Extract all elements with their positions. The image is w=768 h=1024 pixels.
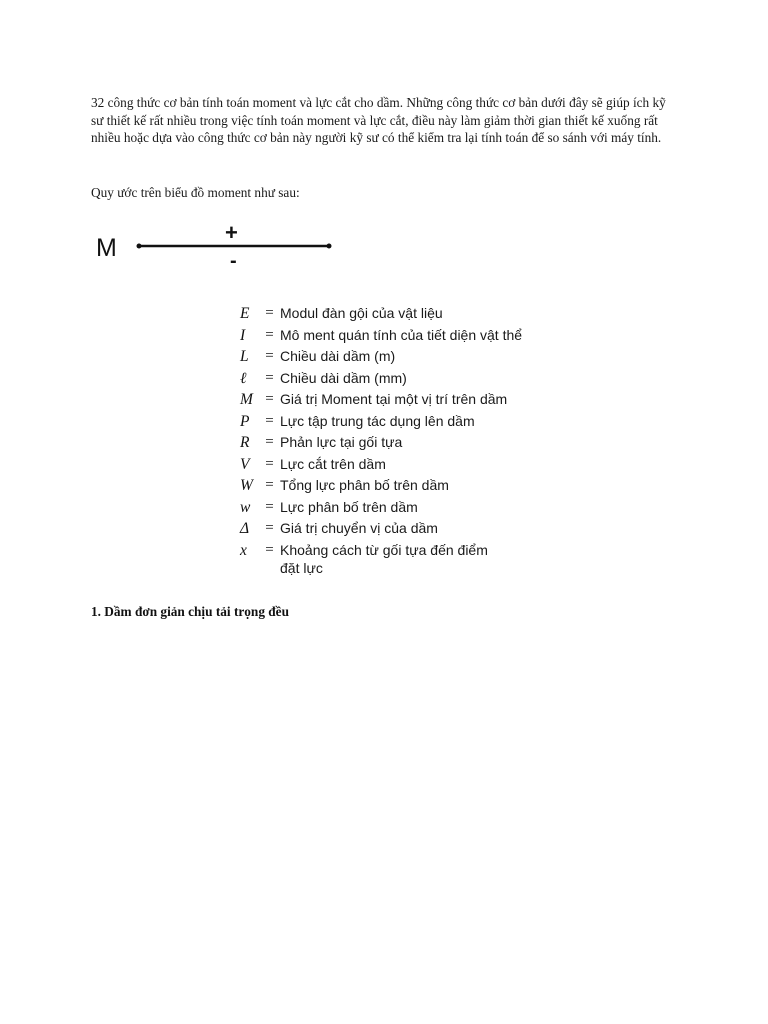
legend-equals: = (265, 520, 274, 536)
legend-equals: = (265, 391, 274, 407)
legend-description: Lực phân bố trên dầm (280, 498, 418, 515)
legend-description: Khoảng cách từ gối tựa đến điểm đặt lực (280, 541, 488, 576)
legend-symbol: Δ (240, 520, 250, 537)
legend-row-w-lower (240, 498, 570, 520)
legend-equals: = (265, 434, 274, 450)
legend-equals: = (265, 477, 274, 493)
legend-row-m (240, 390, 570, 412)
section-heading: 1. Dầm đơn giản chịu tải trọng đều (91, 604, 289, 619)
legend-symbol: ℓ (240, 369, 247, 387)
legend-description: Lực cắt trên dầm (280, 455, 386, 472)
legend-equals: = (265, 305, 274, 321)
legend-equals: = (265, 326, 274, 343)
legend-row-e (240, 304, 570, 326)
beam-right-end-dot (327, 244, 332, 249)
legend-symbol: V (240, 455, 250, 473)
legend-description: Lực tập trung tác dụng lên dầm (280, 412, 475, 429)
beam-axis-line (136, 242, 336, 250)
legend-row-l-lower (240, 369, 570, 391)
intro-paragraph: 32 công thức cơ bản tính toán moment và lực cắt cho dầm. Những công thức cơ bản dưới đây sẽ giúp ích kỹ sư thiết kế rất nhiều trong việc tính toán moment và lực cắt, điều này làm giảm thời gian thiết kế xuống rất nhiều hoặc dựa vào công thức cơ bản này người kỹ sư có thể kiểm tra lại tính toán để so sánh với máy tính. (91, 95, 666, 145)
legend-description: Chiều dài dầm (mm) (280, 369, 407, 386)
legend-description: Tổng lực phân bố trên dầm (280, 477, 449, 493)
legend-description: Chiều dài dầm (m) (280, 348, 396, 364)
convention-text: Quy ước trên biểu đồ moment như sau: (91, 185, 300, 200)
legend-row-w-upper (240, 476, 570, 498)
legend-equals: = (265, 541, 274, 558)
legend-equals: = (265, 348, 274, 364)
legend-row-l-upper (240, 347, 570, 369)
legend-symbol: E (240, 305, 250, 322)
positive-sign-label: + (225, 220, 238, 245)
legend-equals: = (265, 455, 274, 472)
legend-equals: = (265, 412, 274, 429)
legend-description: Giá trị chuyển vị của dầm (280, 520, 438, 536)
legend-equals: = (265, 498, 274, 515)
legend-row-i (240, 326, 570, 348)
legend-row-delta (240, 519, 570, 541)
legend-description: Giá trị Moment tại một vị trí trên dầm (280, 391, 508, 407)
legend-row-p (240, 412, 570, 434)
legend-symbol: W (240, 477, 253, 494)
negative-sign-label: - (230, 250, 237, 272)
legend-row-r (240, 433, 570, 455)
legend-symbol: x (240, 541, 247, 559)
moment-sign-diagram (90, 220, 350, 280)
legend-description: Phản lực tại gối tựa (280, 434, 403, 450)
legend-symbol: I (240, 326, 246, 344)
legend-symbol: w (240, 498, 251, 516)
legend-symbol: R (240, 434, 250, 451)
legend-equals: = (265, 369, 274, 386)
symbol-legend (240, 304, 570, 579)
legend-row-v (240, 455, 570, 477)
legend-symbol: L (240, 348, 249, 365)
legend-description: Modul đàn gội của vật liệu (280, 305, 443, 321)
legend-row-x (240, 541, 570, 579)
legend-symbol: P (240, 412, 250, 430)
moment-m-label: M (96, 234, 117, 262)
legend-description: Mô ment quán tính của tiết diện vật thể (280, 326, 523, 343)
legend-symbol: M (240, 391, 253, 408)
